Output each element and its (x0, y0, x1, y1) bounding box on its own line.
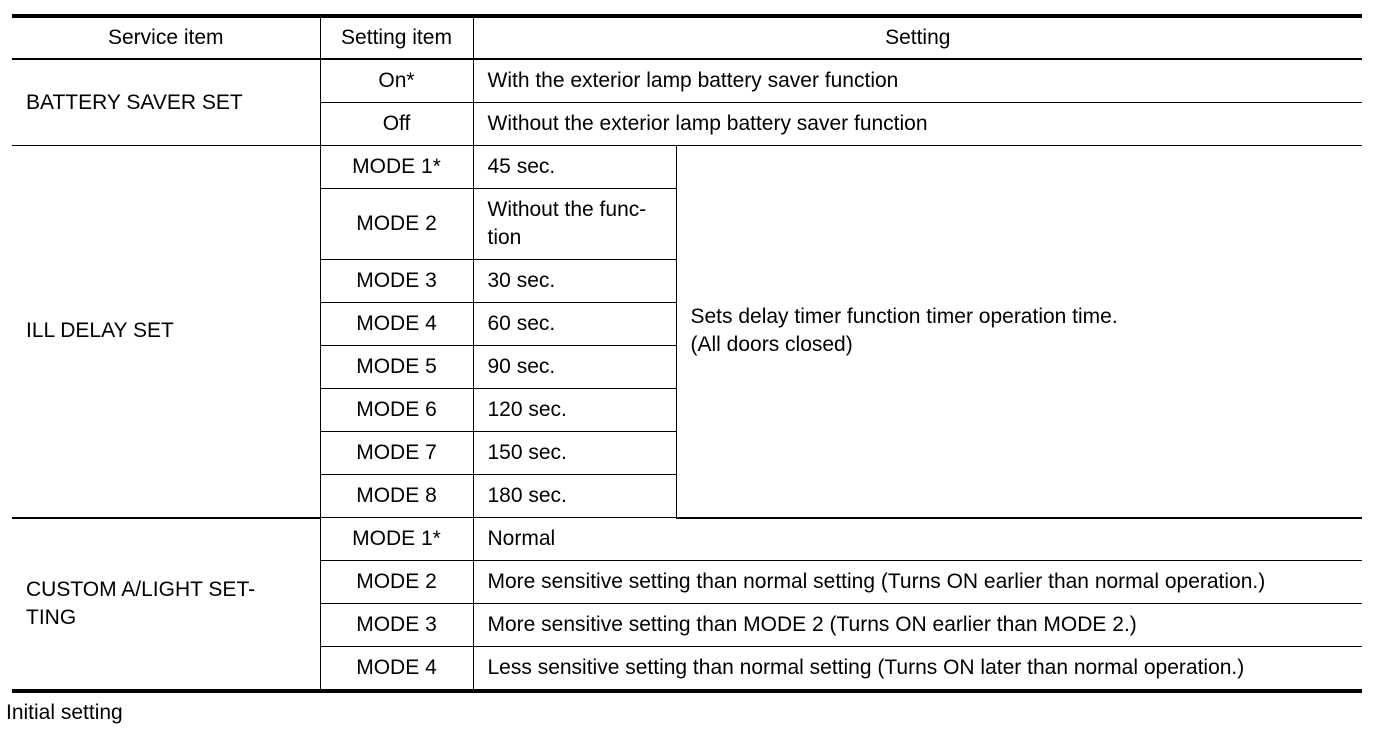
setting-value: Less sensitive setting than normal setting (Turns ON later than normal operation.) (473, 647, 1362, 692)
setting-value: Without the exterior lamp battery saver function (473, 103, 1362, 146)
ill-delay-description-line1: Sets delay timer function timer operation time. (690, 305, 1118, 329)
setting-item: MODE 3 (320, 260, 473, 303)
footnote-initial-setting: Initial setting (6, 701, 123, 724)
setting-item: MODE 1* (320, 518, 473, 561)
ill-delay-description (676, 146, 1362, 518)
setting-item: MODE 2 (320, 189, 473, 260)
setting-value-line1: Without the func- (487, 198, 647, 221)
service-custom-alight-setting (12, 518, 320, 692)
setting-item: Off (320, 103, 473, 146)
setting-item: MODE 3 (320, 604, 473, 647)
setting-value: 120 sec. (473, 389, 676, 432)
setting-item: On* (320, 59, 473, 103)
setting-value (473, 189, 676, 260)
header-setting: Setting (473, 16, 1362, 59)
setting-item: MODE 2 (320, 561, 473, 604)
setting-value: More sensitive setting than MODE 2 (Turns ON earlier than MODE 2.) (473, 604, 1362, 647)
setting-value: With the exterior lamp battery saver function (473, 59, 1362, 103)
setting-value: 45 sec. (473, 146, 676, 189)
table-row (12, 59, 1362, 103)
setting-value: 60 sec. (473, 303, 676, 346)
service-line2: TING (26, 605, 77, 629)
ill-delay-description-line2: (All doors closed) (690, 333, 853, 357)
setting-item: MODE 4 (320, 647, 473, 692)
setting-value: Normal (473, 518, 1362, 561)
setting-value: 180 sec. (473, 475, 676, 518)
setting-item: MODE 7 (320, 432, 473, 475)
service-ill-delay-set: ILL DELAY SET (12, 146, 320, 518)
header-setting-item: Setting item (320, 16, 473, 59)
table-row (12, 518, 1362, 561)
setting-item: MODE 8 (320, 475, 473, 518)
table-row (12, 146, 1362, 189)
setting-value: 30 sec. (473, 260, 676, 303)
header-row (12, 16, 1362, 59)
setting-item: MODE 5 (320, 346, 473, 389)
service-line1: CUSTOM A/LIGHT SET- (26, 577, 256, 601)
setting-item: MODE 6 (320, 389, 473, 432)
service-setting-table (12, 14, 1362, 693)
setting-value: 150 sec. (473, 432, 676, 475)
setting-item: MODE 1* (320, 146, 473, 189)
setting-value-line2: tion (487, 226, 522, 249)
header-service-item: Service item (12, 16, 320, 59)
setting-value: More sensitive setting than normal setting (Turns ON earlier than normal operation.) (473, 561, 1362, 604)
service-battery-saver-set: BATTERY SAVER SET (12, 59, 320, 146)
setting-value: 90 sec. (473, 346, 676, 389)
setting-item: MODE 4 (320, 303, 473, 346)
